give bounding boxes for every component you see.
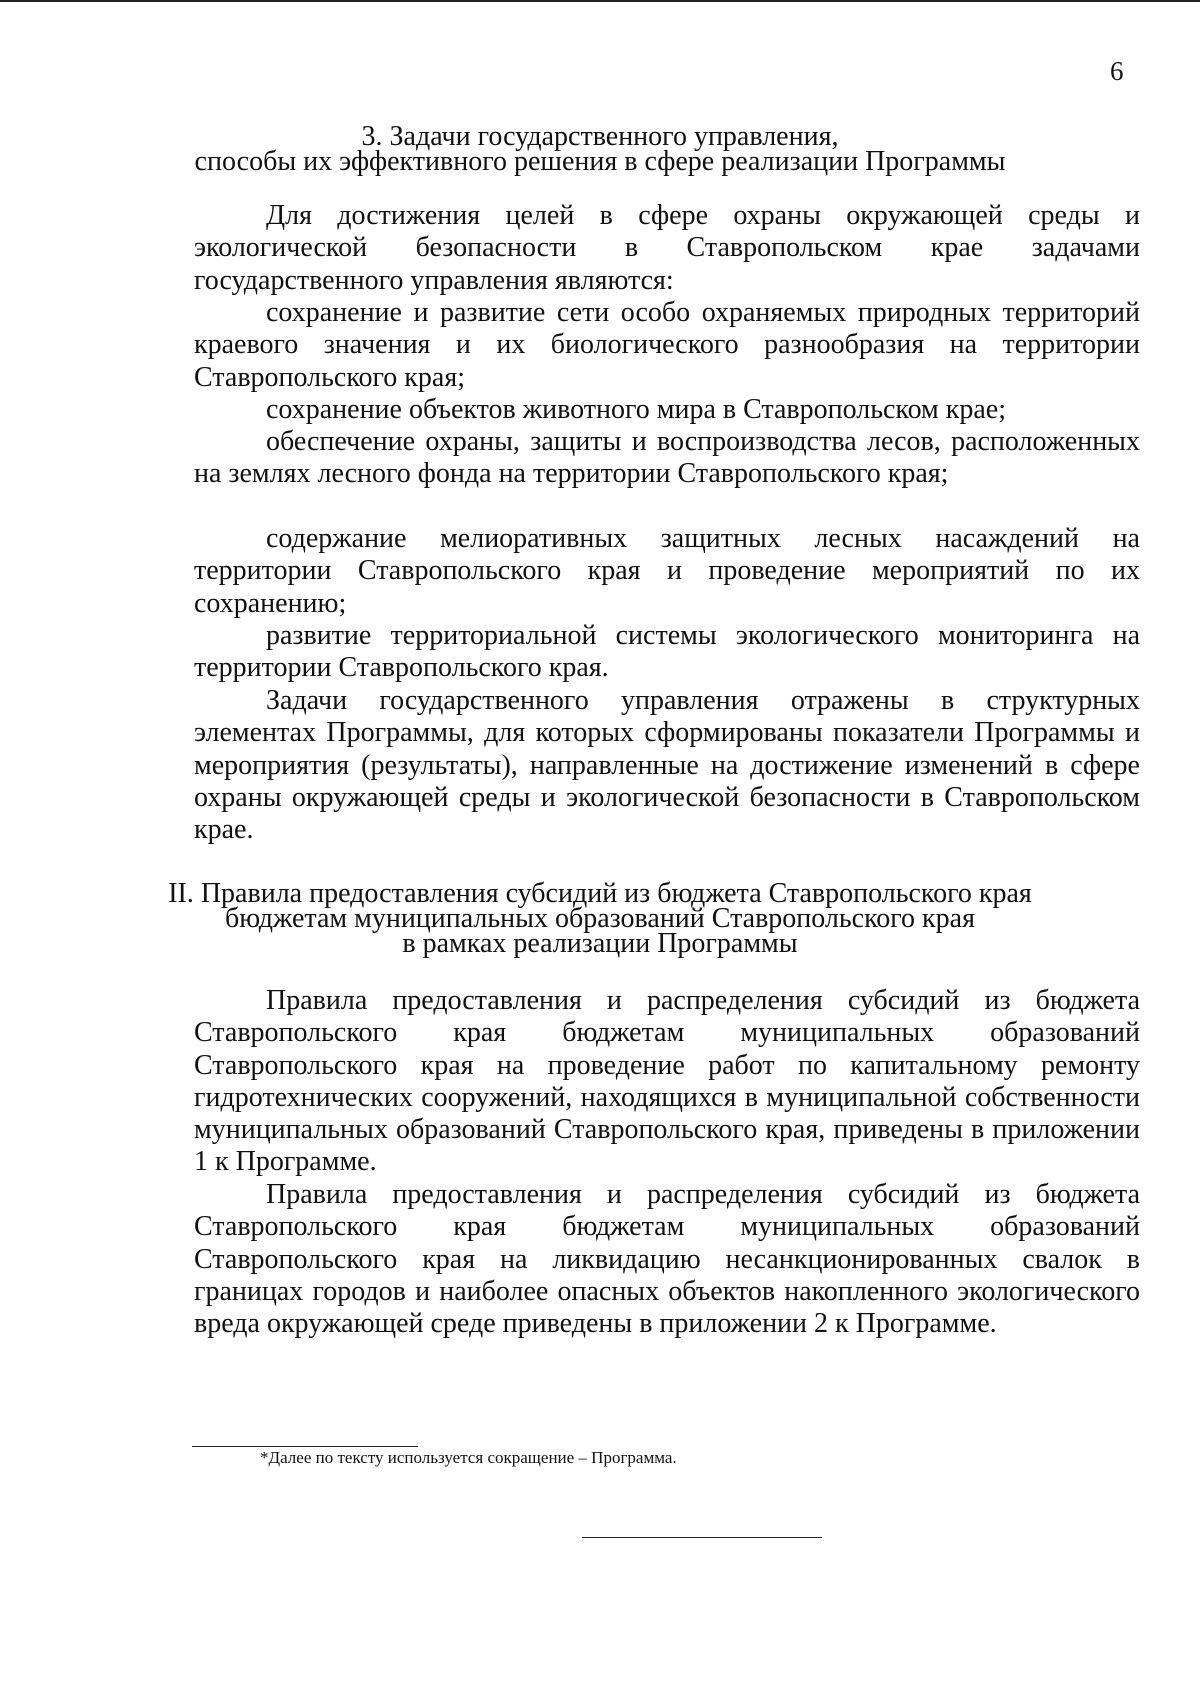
section-3-intro-paragraph: Для достижения целей в сфере охраны окружающей среды и экологической безопасности в Ставропольском крае задачами государственного управления являются: (194, 200, 1140, 296)
task-wildlife: сохранение объектов животного мира в Ставропольском крае; (266, 394, 1007, 425)
subsidy-rules-appendix-1: Правила предоставления и распределения субсидий из бюджета Ставропольского края бюджетам муниципальных образований Ставропольского края на проведение работ по капитальному ремонту гидротехнических сооружений, находящихся в муниципальной собственности муниципальных образований Ставропольского края, приведены в приложении 1 к Программе. (194, 985, 1140, 1178)
task-forests: обеспечение охраны, защиты и воспроизводства лесов, расположенных на землях лесного фонда на территории Ставропольского края; (194, 426, 1140, 490)
task-protected-territories: сохранение и развитие сети особо охраняемых природных территорий краевого значения и их биологического разнообразия на территории Ставропольского края; (194, 297, 1140, 393)
section-ii-heading-line-2: бюджетам муниципальных образований Ставропольского края (225, 903, 975, 934)
section-3-heading-line-2: способы их эффективного решения в сфере реализации Программы (194, 146, 1006, 177)
section-ii-heading-line-3: в рамках реализации Программы (402, 928, 798, 959)
section-3-heading-line-1: 3. Задачи государственного управления, (361, 121, 839, 152)
task-monitoring: развитие территориальной системы экологического мониторинга на территории Ставропольского края. (194, 620, 1140, 684)
section-3-heading (0, 121, 1200, 177)
task-forest-plantings: содержание мелиоративных защитных лесных насаждений на территории Ставропольского края и проведение мероприятий по их сохранению; (194, 523, 1140, 619)
subsidy-rules-appendix-2: Правила предоставления и распределения субсидий из бюджета Ставропольского края бюджетам муниципальных образований Ставропольского края на ликвидацию несанкционированных свалок в границах городов и наиболее опасных объектов накопленного экологического вреда окружающей среде приведены в приложении 2 к Программе. (194, 1179, 1140, 1340)
footnote: *Далее по тексту используется сокращение – Программа. (260, 1448, 677, 1467)
section-3-closing-paragraph: Задачи государственного управления отражены в структурных элементах Программы, для которых сформированы показатели Программы и мероприятия (результаты), направленные на достижение изменений в сфере охраны окружающей среды и экологической безопасности в Ставропольском крае. (194, 685, 1140, 846)
section-ii-heading (0, 878, 1200, 959)
section-ii-heading-line-1: II. Правила предоставления субсидий из бюджета Ставропольского края (168, 878, 1032, 909)
top-border-line (0, 0, 1200, 2)
page-number: 6 (1110, 56, 1124, 86)
end-of-text-line (582, 1537, 822, 1538)
